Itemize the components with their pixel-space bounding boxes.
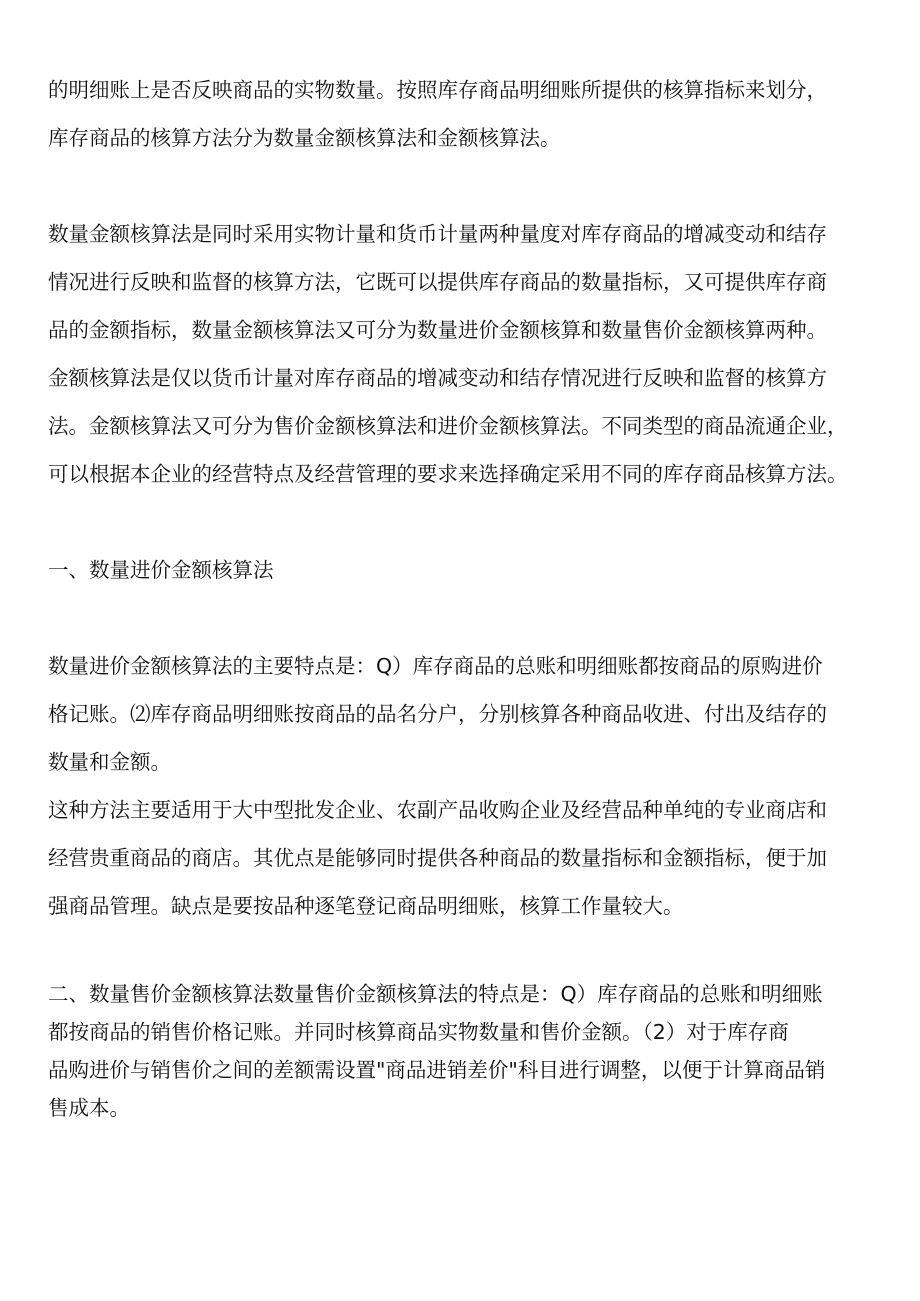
text-line: 法。金额核算法又可分为售价金额核算法和进价金额核算法。不同类型的商品流通企业，	[48, 414, 848, 438]
text-line: 库存商品的核算方法分为数量金额核算法和金额核算法。	[48, 126, 561, 150]
text-line: 都按商品的销售价格记账。并同时核算商品实物数量和售价金额。（2）对于库存商	[48, 1020, 789, 1044]
text-line: 数量金额核算法是同时采用实物计量和货币计量两种量度对库存商品的增减变动和结存	[48, 222, 827, 246]
text-line: 品购进价与销售价之间的差额需设置"商品进销差价"科目进行调整，以便于计算商品销	[48, 1058, 826, 1082]
text-line: 数量进价金额核算法的主要特点是：Q）库存商品的总账和明细账都按商品的原购进价	[48, 654, 823, 678]
section-heading: 一、数量进价金额核算法	[48, 558, 274, 582]
text-line: 品的金额指标，数量金额核算法又可分为数量进价金额核算和数量售价金额核算两种。	[48, 318, 827, 342]
text-line: 情况进行反映和监督的核算方法，它既可以提供库存商品的数量指标，又可提供库存商	[48, 270, 827, 294]
text-line: 的明细账上是否反映商品的实物数量。按照库存商品明细账所提供的核算指标来划分，	[48, 78, 827, 102]
text-line: 售成本。	[48, 1096, 130, 1120]
text-line: 经营贵重商品的商店。其优点是能够同时提供各种商品的数量指标和金额指标，便于加	[48, 846, 827, 870]
text-line: 可以根据本企业的经营特点及经营管理的要求来选择确定采用不同的库存商品核算方法。	[48, 462, 848, 486]
section-heading-line: 二、数量售价金额核算法数量售价金额核算法的特点是：Q）库存商品的总账和明细账	[48, 982, 823, 1006]
text-line: 金额核算法是仅以货币计量对库存商品的增减变动和结存情况进行反映和监督的核算方	[48, 366, 827, 390]
text-line: 这种方法主要适用于大中型批发企业、农副产品收购企业及经营品种单纯的专业商店和	[48, 798, 827, 822]
text-line: 数量和金额。	[48, 750, 171, 774]
text-line: 格记账。⑵库存商品明细账按商品的品名分户，分别核算各种商品收进、付出及结存的	[48, 702, 827, 726]
text-line: 强商品管理。缺点是要按品种逐笔登记商品明细账，核算工作量较大。	[48, 894, 684, 918]
